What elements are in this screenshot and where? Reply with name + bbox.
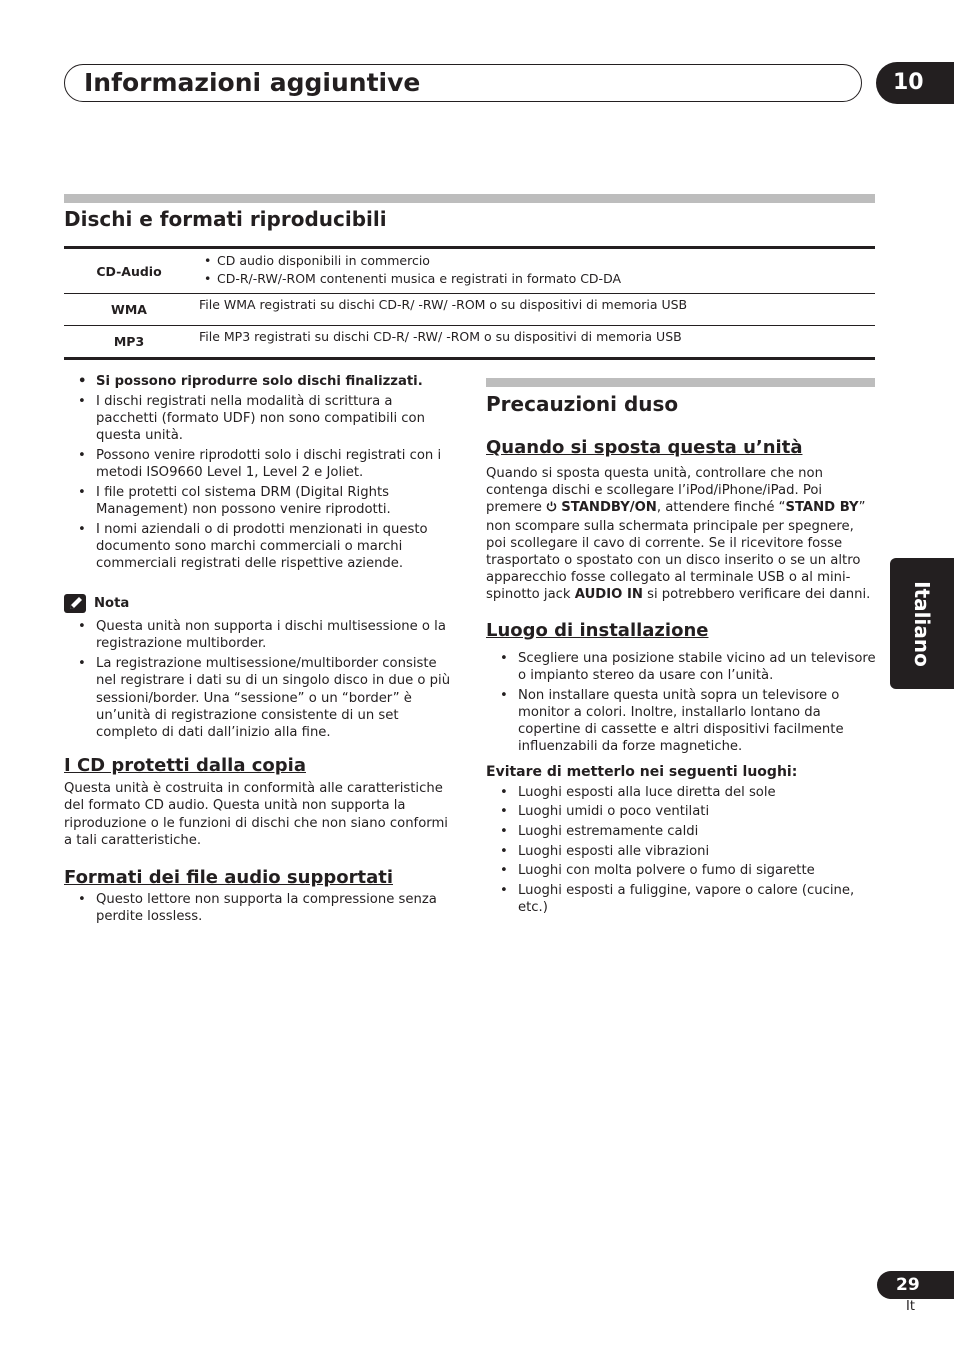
note-label: Nota [94, 595, 130, 611]
list-item: • I dischi registrati nella modalità di scrittura a pacchetti (formato UDF) non sono compatibili con questa unità. [64, 393, 454, 445]
table-row-content [194, 249, 875, 293]
list-item: • Luoghi esposti a fuliggine, vapore o calore (cucine, etc.) [486, 882, 876, 916]
section-title-discs: Dischi e formati riproducibili [64, 207, 387, 231]
list-item: • Luoghi con molta polvere o fumo di sigarette [486, 862, 876, 879]
list-item: • Luoghi umidi o poco ventilati [486, 803, 876, 820]
language-tab-label: Italiano [910, 580, 934, 667]
table-row-content: File MP3 registrati su dischi CD-R/ -RW/ -ROM o su dispositivi di memoria USB [199, 329, 682, 344]
formats-table [64, 246, 875, 360]
section-rule [486, 378, 875, 387]
note-heading [64, 592, 454, 614]
audio-formats-list [64, 891, 454, 925]
disc-notes-list [64, 373, 454, 572]
section-title-precautions: Precauzioni duso [486, 392, 679, 416]
page-title: Informazioni aggiuntive [84, 68, 421, 97]
moving-text-part: Quando si sposta questa unità, controllare che non contenga dischi e scollegare l’iPod/iPhone/iPad. Poi premere [486, 466, 823, 516]
standby-display-message: STAND BY [785, 500, 859, 516]
list-item: • Questa unità non supporta i dischi multisessione o la registrazione multiborder. [64, 618, 454, 652]
list-item: • La registrazione multisessione/multiborder consiste nel registrare i dati su di un singolo disco in due o più sessioni/border. Una “sessione” o un “border” è un’unità di registrazione consistente di un set completo di dati dall’inizio alla fine. [64, 655, 454, 741]
table-row [64, 249, 875, 294]
list-item: • Possono venire riprodotti solo i dischi registrati con i metodi ISO9660 Level 1, Level 2 e Joliet. [64, 447, 454, 481]
list-item: • Questo lettore non supporta la compressione senza perdite lossless. [64, 891, 454, 925]
list-item: • CD-R/-RW/-ROM contenenti musica e registrati in formato CD-DA [199, 270, 875, 288]
installation-list [486, 650, 876, 756]
right-column [486, 392, 876, 919]
chapter-badge: 10 [876, 62, 954, 104]
table-row-label: WMA [111, 302, 147, 317]
avoid-heading: Evitare di metterlo nei seguenti luoghi: [486, 764, 798, 781]
list-item: • Si possono riprodurre solo dischi finalizzati. [64, 373, 454, 390]
list-item: • Luoghi estremamente caldi [486, 823, 876, 840]
list-item: • I file protetti col sistema DRM (Digital Rights Management) non possono venire riprodotti. [64, 484, 454, 518]
page-number: 29 [877, 1271, 954, 1299]
moving-text-part: ” non scompare sulla schermata principale per spegnere, poi scollegare il cavo di corrente. Se il ricevitore fosse trasportato o spostato con un disco inserito o se un altro apparecchio fosse collegato al terminale USB o al mini-spinotto jack [486, 500, 866, 603]
installation-heading: Luogo di installazione [486, 619, 709, 641]
page-language-code: It [906, 1299, 915, 1314]
audio-in-label: AUDIO IN [574, 587, 643, 603]
table-row-label: MP3 [113, 334, 145, 349]
list-item: • Scegliere una posizione stabile vicino ad un televisore o impianto stereo da usare con l’unità. [486, 650, 876, 684]
note-list [64, 618, 454, 741]
copy-protected-text: Questa unità è costruita in conformità alle caratteristiche del formato CD audio. Questa unità non supporta la riproduzione o le funzioni di dischi che non siano conformi a tali caratteristiche. [64, 781, 448, 848]
list-item: • Luoghi esposti alla luce diretta del sole [486, 784, 876, 801]
moving-text [486, 465, 876, 604]
copy-protected-heading: I CD protetti dalla copia [64, 755, 306, 777]
list-item: • I nomi aziendali o di prodotti menzionati in questo documento sono marchi commerciali o marchi commerciali registrati delle rispettive aziende. [64, 521, 454, 573]
moving-text-part: si potrebbero verificare dei danni. [642, 587, 871, 603]
avoid-list [486, 784, 876, 917]
table-row-label: CD-Audio [96, 263, 162, 279]
list-item: • CD audio disponibili in commercio [199, 252, 875, 270]
list-item: • Non installare questa unità sopra un televisore o monitor a colori. Inoltre, installarlo lontano da copertine di cassette e altri dispositivi facilmente influenzabili da forze magnetiche. [486, 687, 876, 756]
audio-formats-heading: Formati dei file audio supportati [64, 866, 393, 888]
left-column [64, 373, 454, 928]
power-icon [546, 500, 557, 517]
standby-key-label: STANDBY/ON [561, 500, 657, 516]
note-pencil-icon [64, 594, 86, 613]
language-tab [890, 558, 954, 689]
table-row-content: File WMA registrati su dischi CD-R/ -RW/ -ROM o su dispositivi di memoria USB [199, 297, 688, 312]
section-rule [64, 194, 875, 203]
list-item: • Luoghi esposti alle vibrazioni [486, 843, 876, 860]
table-row [64, 326, 875, 360]
table-row [64, 294, 875, 326]
moving-heading: Quando si sposta questa u’nità [486, 437, 803, 458]
moving-text-part: , attendere finché “ [656, 500, 786, 516]
